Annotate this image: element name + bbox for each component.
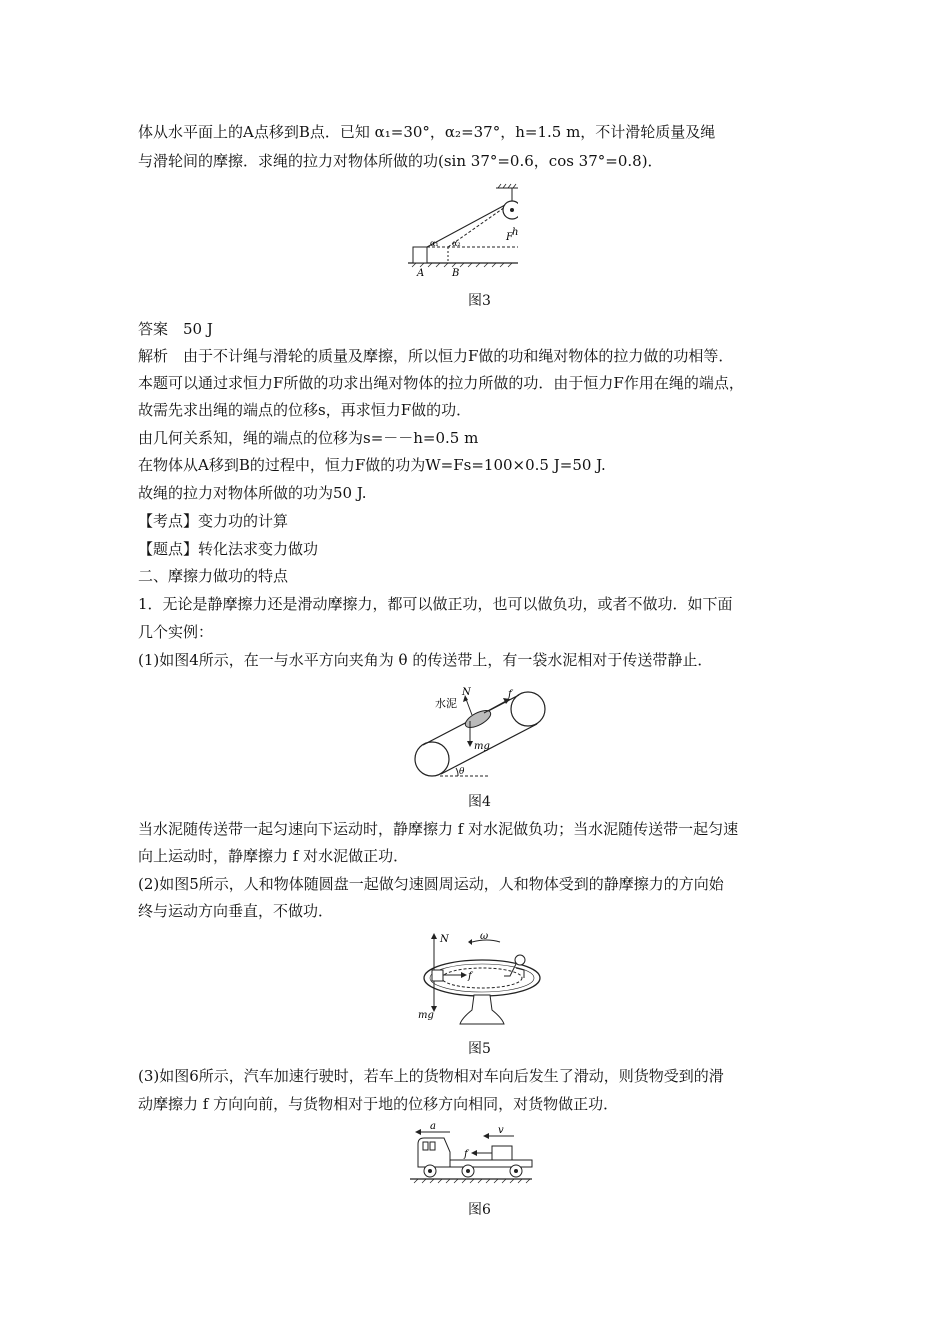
figure-5-caption: 图5 (468, 1041, 491, 1057)
label-alpha1: α₁ (430, 239, 439, 248)
paragraph-line: 答案 50 J (138, 320, 213, 338)
label-theta: θ (459, 767, 465, 777)
label-mg: mg (474, 741, 490, 752)
paragraph-line: (1)如图4所示，在一与水平方向夹角为 θ 的传送带上，有一袋水泥相对于传送带静止． (138, 651, 713, 669)
label-a: a (430, 1122, 436, 1132)
label-f: f (468, 971, 472, 982)
label-A: A (417, 268, 425, 278)
paragraph-line: 【考点】变力功的计算 (138, 512, 289, 530)
paragraph-line: 1．无论是静摩擦力还是滑动摩擦力，都可以做正功，也可以做负功，或者不做功．如下面 (138, 595, 733, 613)
figure-6-caption: 图6 (468, 1202, 491, 1218)
label-alpha2: α₂ (452, 239, 461, 248)
label-cement: 水泥 (435, 697, 457, 710)
label-h: h (512, 227, 518, 238)
paragraph-line: (3)如图6所示，汽车加速行驶时，若车上的货物相对车向后发生了滑动，则货物受到的滑 (138, 1067, 724, 1085)
label-f: f (464, 1149, 468, 1160)
label-F: F (506, 232, 513, 243)
paragraph-line: 与滑轮间的摩擦．求绳的拉力对物体所做的功(sin 37°=0.6，cos 37°=0.8)． (138, 152, 663, 170)
paragraph-line: 由几何关系知，绳的端点的位移为s=－－h=0.5 m (138, 429, 479, 447)
label-omega: ω (480, 931, 489, 942)
paragraph-line: 故绳的拉力对物体所做的功为50 J. (138, 484, 367, 502)
paragraph-line: 体从水平面上的A点移到B点．已知 α₁=30°，α₂=37°，h=1.5 m，不计滑轮质量及绳 (138, 123, 716, 141)
paragraph-line: 二、摩擦力做功的特点 (138, 567, 289, 585)
paragraph-line: (2)如图5所示，人和物体随圆盘一起做匀速圆周运动，人和物体受到的静摩擦力的方向始 (138, 875, 724, 893)
figure-3-caption: 图3 (468, 293, 491, 309)
label-N: N (440, 934, 449, 945)
figure-5-rotating-disk (412, 930, 552, 1030)
paragraph-line: 几个实例： (138, 623, 214, 641)
label-N: N (462, 687, 471, 698)
label-mg: mg (418, 1010, 434, 1021)
paragraph-line: 【题点】转化法求变力做功 (138, 540, 319, 558)
label-f: f (508, 689, 512, 700)
figure-4-conveyor-belt (410, 683, 550, 783)
paragraph-line: 解析 由于不计绳与滑轮的质量及摩擦，所以恒力F做的功和绳对物体的拉力做的功相等． (138, 347, 734, 365)
paragraph-line: 在物体从A移到B的过程中，恒力F做的功为W=Fs=100×0.5 J=50 J. (138, 456, 606, 474)
label-B: B (452, 268, 460, 278)
paragraph-line: 故需先求出绳的端点的位移s，再求恒力F做的功． (138, 401, 472, 419)
figure-4-caption: 图4 (468, 794, 491, 810)
figure-3-pulley-diagram (408, 183, 518, 278)
label-v: v (498, 1125, 504, 1136)
paragraph-line: 向上运动时，静摩擦力 f 对水泥做正功． (138, 847, 409, 865)
figure-6-truck (410, 1122, 535, 1192)
paragraph-line: 本题可以通过求恒力F所做的功求出绳对物体的拉力所做的功．由于恒力F作用在绳的端点， (138, 374, 744, 392)
paragraph-line: 动摩擦力 f 方向向前，与货物相对于地的位移方向相同，对货物做正功． (138, 1095, 619, 1113)
paragraph-line: 当水泥随传送带一起匀速向下运动时，静摩擦力 f 对水泥做负功；当水泥随传送带一起匀速 (138, 820, 739, 838)
paragraph-line: 终与运动方向垂直，不做功． (138, 902, 334, 920)
